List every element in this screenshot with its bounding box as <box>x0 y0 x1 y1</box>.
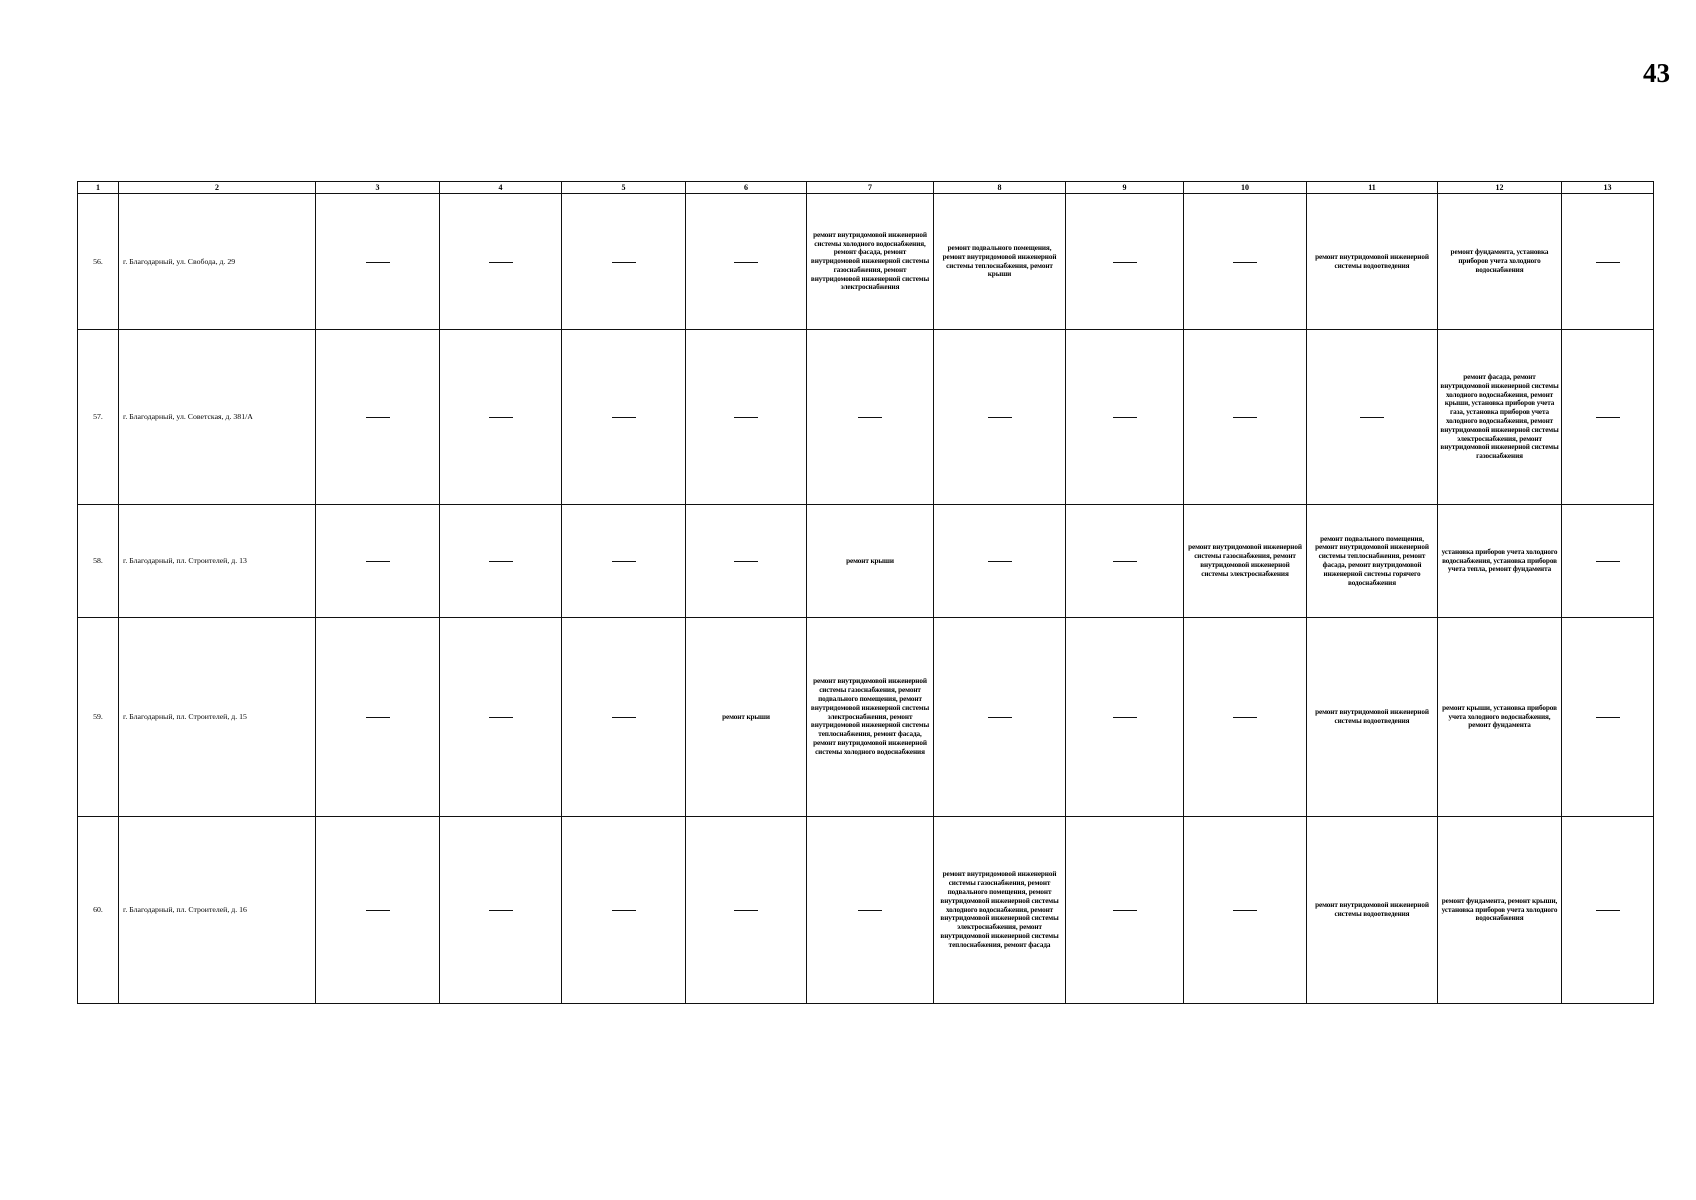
dash-mark <box>1113 910 1137 911</box>
dash-mark <box>1596 717 1620 718</box>
empty-cell-c6 <box>686 505 807 618</box>
column-number-8: 8 <box>934 182 1066 194</box>
column-number-1: 1 <box>78 182 119 194</box>
dash-mark <box>988 417 1012 418</box>
column-number-4: 4 <box>440 182 562 194</box>
empty-cell-c3 <box>316 194 440 330</box>
dash-mark <box>734 262 758 263</box>
table-body <box>78 182 1654 1004</box>
dash-mark <box>366 262 390 263</box>
column-number-5: 5 <box>562 182 686 194</box>
empty-cell-c10 <box>1184 618 1307 817</box>
dash-mark <box>489 561 513 562</box>
dash-mark <box>1233 910 1257 911</box>
empty-cell-c10 <box>1184 817 1307 1004</box>
empty-cell-c7 <box>807 330 934 505</box>
empty-cell-c4 <box>440 194 562 330</box>
dash-mark <box>1596 561 1620 562</box>
work-cell-c11: ремонт подвального помещения, ремонт внутридомовой инженерной системы теплоснабжения, ремонт фасада, ремонт внутридомовой инженерной системы горячего водоснабжения <box>1307 505 1438 618</box>
dash-mark <box>1360 417 1384 418</box>
dash-mark <box>1113 417 1137 418</box>
row-number: 56. <box>78 194 119 330</box>
row-number: 60. <box>78 817 119 1004</box>
empty-cell-c4 <box>440 505 562 618</box>
work-cell-c8: ремонт подвального помещения, ремонт внутридомовой инженерной системы теплоснабжения, ремонт крыши <box>934 194 1066 330</box>
work-cell-c8: ремонт внутридомовой инженерной системы газоснабжения, ремонт подвального помещения, ремонт внутридомовой инженерной системы холодного водоснабжения, ремонт внутридомовой инженерной системы электроснабжения, ремонт внутридомовой инженерной системы теплоснабжения, ремонт фасада <box>934 817 1066 1004</box>
empty-cell-c11 <box>1307 330 1438 505</box>
table-row <box>78 194 1654 330</box>
dash-mark <box>1596 910 1620 911</box>
work-cell-c12: ремонт крыши, установка приборов учета холодного водоснабжения, ремонт фундамента <box>1438 618 1562 817</box>
row-number: 59. <box>78 618 119 817</box>
column-number-2: 2 <box>119 182 316 194</box>
column-number-10: 10 <box>1184 182 1307 194</box>
work-cell-c11: ремонт внутридомовой инженерной системы водоотведения <box>1307 194 1438 330</box>
row-number: 58. <box>78 505 119 618</box>
empty-cell-c9 <box>1066 505 1184 618</box>
work-cell-c7: ремонт крыши <box>807 505 934 618</box>
table-row <box>78 330 1654 505</box>
column-number-9: 9 <box>1066 182 1184 194</box>
dash-mark <box>1113 717 1137 718</box>
empty-cell-c8 <box>934 505 1066 618</box>
empty-cell-c10 <box>1184 330 1307 505</box>
address-cell: г. Благодарный, ул. Свобода, д. 29 <box>119 194 316 330</box>
empty-cell-c13 <box>1562 817 1654 1004</box>
dash-mark <box>1233 417 1257 418</box>
empty-cell-c13 <box>1562 618 1654 817</box>
dash-mark <box>366 561 390 562</box>
empty-cell-c4 <box>440 817 562 1004</box>
empty-cell-c8 <box>934 618 1066 817</box>
dash-mark <box>1233 262 1257 263</box>
empty-cell-c9 <box>1066 817 1184 1004</box>
empty-cell-c5 <box>562 194 686 330</box>
column-number-7: 7 <box>807 182 934 194</box>
dash-mark <box>988 717 1012 718</box>
dash-mark <box>366 717 390 718</box>
dash-mark <box>489 717 513 718</box>
empty-cell-c3 <box>316 817 440 1004</box>
dash-mark <box>858 417 882 418</box>
column-number-11: 11 <box>1307 182 1438 194</box>
empty-cell-c6 <box>686 194 807 330</box>
empty-cell-c8 <box>934 330 1066 505</box>
dash-mark <box>489 910 513 911</box>
work-cell-c7: ремонт внутридомовой инженерной системы газоснабжения, ремонт подвального помещения, ремонт внутридомовой инженерной системы электроснабжения, ремонт внутридомовой инженерной системы теплоснабжения, ремонт фасада, ремонт внутридомовой инженерной системы холодного водоснабжения <box>807 618 934 817</box>
dash-mark <box>489 417 513 418</box>
dash-mark <box>1233 717 1257 718</box>
column-number-row <box>78 182 1654 194</box>
table-row <box>78 618 1654 817</box>
column-number-3: 3 <box>316 182 440 194</box>
dash-mark <box>1596 417 1620 418</box>
empty-cell-c5 <box>562 505 686 618</box>
work-cell-c7: ремонт внутридомовой инженерной системы холодного водоснабжения, ремонт фасада, ремонт внутридомовой инженерной системы газоснабжения, ремонт внутридомовой инженерной системы электроснабжения <box>807 194 934 330</box>
work-cell-c11: ремонт внутридомовой инженерной системы водоотведения <box>1307 618 1438 817</box>
empty-cell-c5 <box>562 618 686 817</box>
dash-mark <box>988 561 1012 562</box>
dash-mark <box>1113 561 1137 562</box>
dash-mark <box>734 417 758 418</box>
empty-cell-c5 <box>562 817 686 1004</box>
row-number: 57. <box>78 330 119 505</box>
dash-mark <box>612 910 636 911</box>
dash-mark <box>612 561 636 562</box>
empty-cell-c6 <box>686 330 807 505</box>
empty-cell-c13 <box>1562 505 1654 618</box>
table-row <box>78 817 1654 1004</box>
empty-cell-c9 <box>1066 330 1184 505</box>
dash-mark <box>734 910 758 911</box>
work-cell-c6: ремонт крыши <box>686 618 807 817</box>
column-number-13: 13 <box>1562 182 1654 194</box>
work-cell-c11: ремонт внутридомовой инженерной системы водоотведения <box>1307 817 1438 1004</box>
empty-cell-c4 <box>440 618 562 817</box>
address-cell: г. Благодарный, пл. Строителей, д. 15 <box>119 618 316 817</box>
dash-mark <box>612 262 636 263</box>
works-table <box>77 181 1654 1004</box>
empty-cell-c5 <box>562 330 686 505</box>
empty-cell-c3 <box>316 330 440 505</box>
work-cell-c12: ремонт фасада, ремонт внутридомовой инженерной системы холодного водоснабжения, ремонт крыши, установка приборов учета газа, установка приборов учета холодного водоснабжения, ремонт внутридомовой инженерной системы электроснабжения, ремонт внутридомовой инженерной системы газоснабжения <box>1438 330 1562 505</box>
page-number: 43 <box>1643 58 1670 88</box>
table-row <box>78 505 1654 618</box>
empty-cell-c13 <box>1562 330 1654 505</box>
dash-mark <box>1596 262 1620 263</box>
empty-cell-c10 <box>1184 194 1307 330</box>
empty-cell-c13 <box>1562 194 1654 330</box>
work-cell-c12: ремонт фундамента, установка приборов учета холодного водоснабжения <box>1438 194 1562 330</box>
address-cell: г. Благодарный, ул. Советская, д. 381/А <box>119 330 316 505</box>
dash-mark <box>734 561 758 562</box>
work-cell-c10: ремонт внутридомовой инженерной системы газоснабжения, ремонт внутридомовой инженерной системы электроснабжения <box>1184 505 1307 618</box>
dash-mark <box>858 910 882 911</box>
address-cell: г. Благодарный, пл. Строителей, д. 13 <box>119 505 316 618</box>
dash-mark <box>366 417 390 418</box>
column-number-6: 6 <box>686 182 807 194</box>
empty-cell-c3 <box>316 505 440 618</box>
work-cell-c12: установка приборов учета холодного водоснабжения, установка приборов учета тепла, ремонт фундамента <box>1438 505 1562 618</box>
empty-cell-c7 <box>807 817 934 1004</box>
empty-cell-c9 <box>1066 618 1184 817</box>
column-number-12: 12 <box>1438 182 1562 194</box>
dash-mark <box>612 717 636 718</box>
empty-cell-c9 <box>1066 194 1184 330</box>
dash-mark <box>366 910 390 911</box>
empty-cell-c3 <box>316 618 440 817</box>
address-cell: г. Благодарный, пл. Строителей, д. 16 <box>119 817 316 1004</box>
dash-mark <box>612 417 636 418</box>
empty-cell-c6 <box>686 817 807 1004</box>
dash-mark <box>489 262 513 263</box>
dash-mark <box>1113 262 1137 263</box>
empty-cell-c4 <box>440 330 562 505</box>
work-cell-c12: ремонт фундамента, ремонт крыши, установка приборов учета холодного водоснабжения <box>1438 817 1562 1004</box>
